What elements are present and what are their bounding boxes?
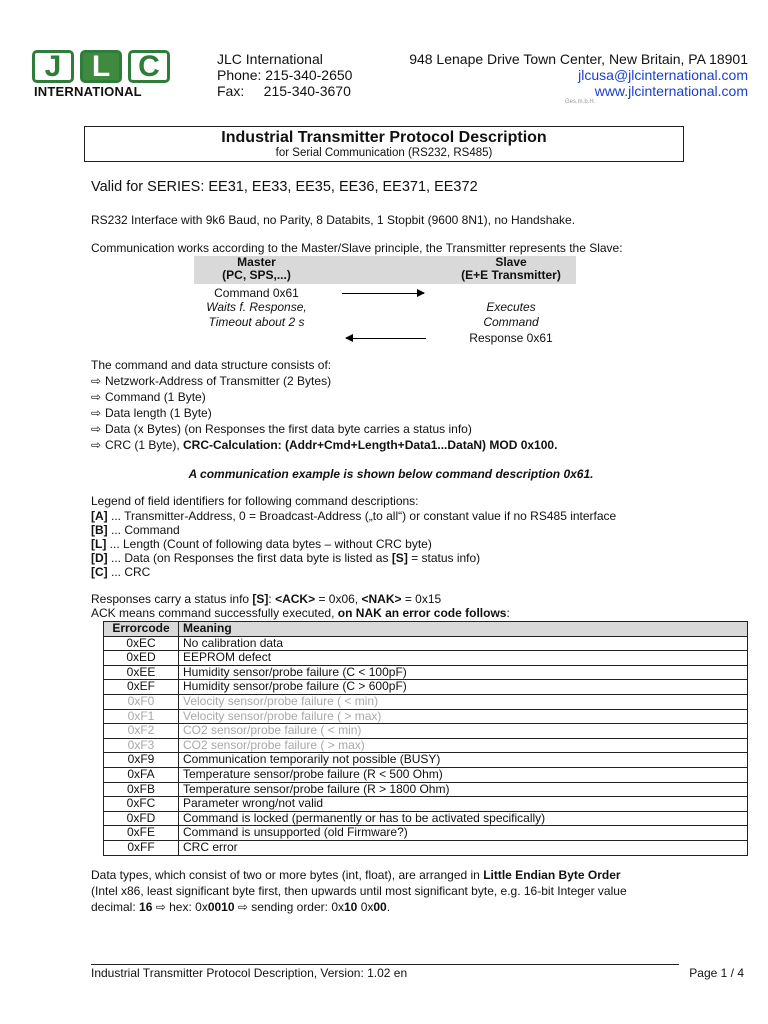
execute-line-1: Executes <box>486 300 536 314</box>
error-meaning-cell: No calibration data <box>179 636 748 651</box>
logo-letter-j: J <box>32 50 74 83</box>
tiny-note: Ges.m.b.H. <box>565 99 596 105</box>
table-row <box>104 680 748 695</box>
datatypes-line-3 <box>91 900 390 915</box>
page-number: Page 1 / 4 <box>689 966 744 980</box>
slave-subtitle: (E+E Transmitter) <box>461 268 561 282</box>
error-meaning-cell: Parameter wrong/not valid <box>179 797 748 812</box>
error-meaning-cell: Communication temporarily not possible (BUSY) <box>179 753 748 768</box>
arrow-bullet-icon: ⇨ <box>91 374 102 388</box>
legend-text: = status info) <box>407 551 481 565</box>
column-header-errorcode: Errorcode <box>104 622 179 637</box>
legend-text: ... CRC <box>107 565 151 579</box>
structure-item <box>91 374 331 389</box>
interface-line: RS232 Interface with 9k6 Baud, no Parity, 8 Databits, 1 Stopbit (9600 8N1), no Handshake. <box>91 213 576 227</box>
table-row <box>104 651 748 666</box>
crc-text: CRC (1 Byte), <box>105 438 184 452</box>
legend-item <box>91 551 480 566</box>
table-row <box>104 694 748 709</box>
structure-item-text: Data (x Bytes) (on Responses the first data byte carries a status info) <box>105 422 472 436</box>
error-meaning-cell: EEPROM defect <box>179 651 748 666</box>
master-title: Master <box>237 255 276 269</box>
ack-nak-line <box>91 606 510 621</box>
structure-intro: The command and data structure consists of: <box>91 358 332 372</box>
error-code-cell: 0xFC <box>104 797 179 812</box>
valid-series: Valid for SERIES: EE31, EE33, EE35, EE36, EE371, EE372 <box>91 179 478 195</box>
table-row <box>104 811 748 826</box>
master-slave-header <box>194 256 576 284</box>
legend-item <box>91 565 150 580</box>
error-meaning-cell: CO2 sensor/probe failure ( < min) <box>179 724 748 739</box>
structure-item <box>91 406 212 421</box>
arrow-bullet-icon: ⇨ <box>155 900 166 914</box>
logo-letter-l: L <box>80 50 122 83</box>
legend-text: ... Length (Count of following data bytes – without CRC byte) <box>106 537 432 551</box>
wait-line-2: Timeout about 2 s <box>208 315 305 329</box>
legend-text: ... Command <box>107 523 180 537</box>
company-name: JLC International <box>217 51 323 67</box>
table-header-row <box>104 622 748 637</box>
error-code-cell: 0xFD <box>104 811 179 826</box>
table-row <box>104 782 748 797</box>
table-row <box>104 665 748 680</box>
error-code-cell: 0xF2 <box>104 724 179 739</box>
status-text: Responses carry a status info <box>91 592 253 606</box>
byte-order-label: Little Endian Byte Order <box>483 868 621 882</box>
error-meaning-cell: CRC error <box>179 840 748 855</box>
decimal-value: 16 <box>139 900 153 914</box>
datatypes-text: hex: 0x <box>165 900 208 914</box>
structure-item-text: Command (1 Byte) <box>105 390 206 404</box>
error-code-cell: 0xF1 <box>104 709 179 724</box>
table-row <box>104 797 748 812</box>
table-row <box>104 709 748 724</box>
arrow-right-icon <box>342 293 424 294</box>
error-meaning-cell: Velocity sensor/probe failure ( < min) <box>179 694 748 709</box>
nak-label: <NAK> <box>361 592 402 606</box>
legend-text: ... Data (on Responses the first data byte is listed as <box>107 551 392 565</box>
execute-line-2: Command <box>483 315 539 329</box>
company-email-link[interactable]: jlcusa@jlcinternational.com <box>578 67 748 83</box>
table-row <box>104 840 748 855</box>
legend-key: [L] <box>91 537 107 551</box>
logo-letter-c: C <box>128 50 170 83</box>
error-code-cell: 0xF0 <box>104 694 179 709</box>
legend-key: [D] <box>91 551 108 565</box>
error-meaning-cell: Command is locked (permanently or has to be activated specifically) <box>179 811 748 826</box>
command-label: Command 0x61 <box>214 286 299 300</box>
legend-item <box>91 523 180 538</box>
company-phone: Phone: 215-340-2650 <box>217 67 353 83</box>
table-row <box>104 767 748 782</box>
error-code-cell: 0xEC <box>104 636 179 651</box>
document-title: Industrial Transmitter Protocol Description <box>221 129 547 146</box>
arrow-left-icon <box>346 338 426 339</box>
company-website-link[interactable]: www.jlcinternational.com <box>594 83 748 99</box>
footer-divider <box>91 964 679 965</box>
document-subtitle: for Serial Communication (RS232, RS485) <box>275 147 493 159</box>
table-row <box>104 738 748 753</box>
datatypes-text: 0x <box>357 900 374 914</box>
status-line <box>91 592 441 607</box>
status-text: : <box>268 592 276 606</box>
legend-key: [S] <box>391 551 408 565</box>
ack-text: ACK means command successfully executed, <box>91 606 338 620</box>
wait-line-1: Waits f. Response, <box>206 300 307 314</box>
table-row <box>104 724 748 739</box>
error-code-cell: 0xF9 <box>104 753 179 768</box>
master-slave-diagram <box>194 255 576 345</box>
footer-version: Industrial Transmitter Protocol Description, Version: 1.02 en <box>91 966 408 980</box>
structure-item <box>91 390 206 405</box>
datatypes-text: sending order: 0x <box>247 900 344 914</box>
error-meaning-cell: CO2 sensor/probe failure ( > max) <box>179 738 748 753</box>
arrow-bullet-icon: ⇨ <box>91 406 102 420</box>
arrow-bullet-icon: ⇨ <box>237 900 248 914</box>
company-logo <box>32 50 172 98</box>
error-code-cell: 0xFF <box>104 840 179 855</box>
error-code-cell: 0xEF <box>104 680 179 695</box>
legend-text: ... Transmitter-Address, 0 = Broadcast-Address („to all“) or constant value if no RS485 interface <box>107 509 617 523</box>
table-row <box>104 753 748 768</box>
structure-item-text: Netzwork-Address of Transmitter (2 Bytes) <box>105 374 332 388</box>
crc-formula: CRC-Calculation: (Addr+Cmd+Length+Data1...DataN) MOD 0x100. <box>183 438 558 452</box>
arrow-bullet-icon: ⇨ <box>91 390 102 404</box>
structure-item-crc <box>91 438 557 453</box>
ack-value: = 0x06, <box>315 592 362 606</box>
send-byte-2: 00 <box>373 900 387 914</box>
hex-value: 0010 <box>207 900 235 914</box>
table-row <box>104 826 748 841</box>
legend-item <box>91 537 432 552</box>
arrow-bullet-icon: ⇨ <box>91 438 102 452</box>
master-slave-intro: Communication works according to the Master/Slave principle, the Transmitter represents the Slave: <box>91 241 623 255</box>
nak-note: on NAK an error code follows <box>337 606 507 620</box>
ack-label: <ACK> <box>275 592 316 606</box>
datatypes-text: decimal: <box>91 900 140 914</box>
legend-item <box>91 509 616 524</box>
datatypes-text: Data types, which consist of two or more bytes (int, float), are arranged in <box>91 868 484 882</box>
datatypes-text: . <box>386 900 391 914</box>
error-code-cell: 0xED <box>104 651 179 666</box>
master-subtitle: (PC, SPS,...) <box>222 268 291 282</box>
document-title-box <box>84 126 684 162</box>
error-code-cell: 0xFE <box>104 826 179 841</box>
legend-key: [C] <box>91 565 108 579</box>
example-note: A communication example is shown below command description 0x61. <box>188 467 594 481</box>
column-header-meaning: Meaning <box>179 622 748 637</box>
ack-text: : <box>506 606 510 620</box>
datatypes-line-2: (Intel x86, least significant byte first, then upwards until most significant byte, e.g. 16-bit Integer value <box>91 884 627 898</box>
logo-subtitle: INTERNATIONAL <box>34 84 142 99</box>
error-table-body <box>104 636 748 855</box>
status-key: [S] <box>252 592 269 606</box>
table-row <box>104 636 748 651</box>
slave-title: Slave <box>495 255 527 269</box>
error-meaning-cell: Command is unsupported (old Firmware?) <box>179 826 748 841</box>
error-meaning-cell: Velocity sensor/probe failure ( > max) <box>179 709 748 724</box>
error-code-cell: 0xFA <box>104 767 179 782</box>
error-code-cell: 0xEE <box>104 665 179 680</box>
legend-key: [B] <box>91 523 108 537</box>
nak-value: = 0x15 <box>401 592 442 606</box>
response-label: Response 0x61 <box>469 331 553 345</box>
error-meaning-cell: Temperature sensor/probe failure (R > 1800 Ohm) <box>179 782 748 797</box>
company-fax: Fax: 215-340-3670 <box>217 83 351 99</box>
legend-key: [A] <box>91 509 108 523</box>
structure-item-text: Data length (1 Byte) <box>105 406 212 420</box>
structure-item <box>91 422 472 437</box>
company-address: 948 Lenape Drive Town Center, New Britain, PA 18901 <box>409 51 748 67</box>
error-code-cell: 0xF3 <box>104 738 179 753</box>
legend-intro: Legend of field identifiers for following command descriptions: <box>91 494 419 508</box>
error-meaning-cell: Humidity sensor/probe failure (C > 600pF) <box>179 680 748 695</box>
datatypes-line-1 <box>91 868 621 883</box>
error-meaning-cell: Humidity sensor/probe failure (C < 100pF) <box>179 665 748 680</box>
send-byte-1: 10 <box>344 900 358 914</box>
arrow-bullet-icon: ⇨ <box>91 422 102 436</box>
error-code-cell: 0xFB <box>104 782 179 797</box>
error-code-table <box>103 621 748 856</box>
error-meaning-cell: Temperature sensor/probe failure (R < 500 Ohm) <box>179 767 748 782</box>
